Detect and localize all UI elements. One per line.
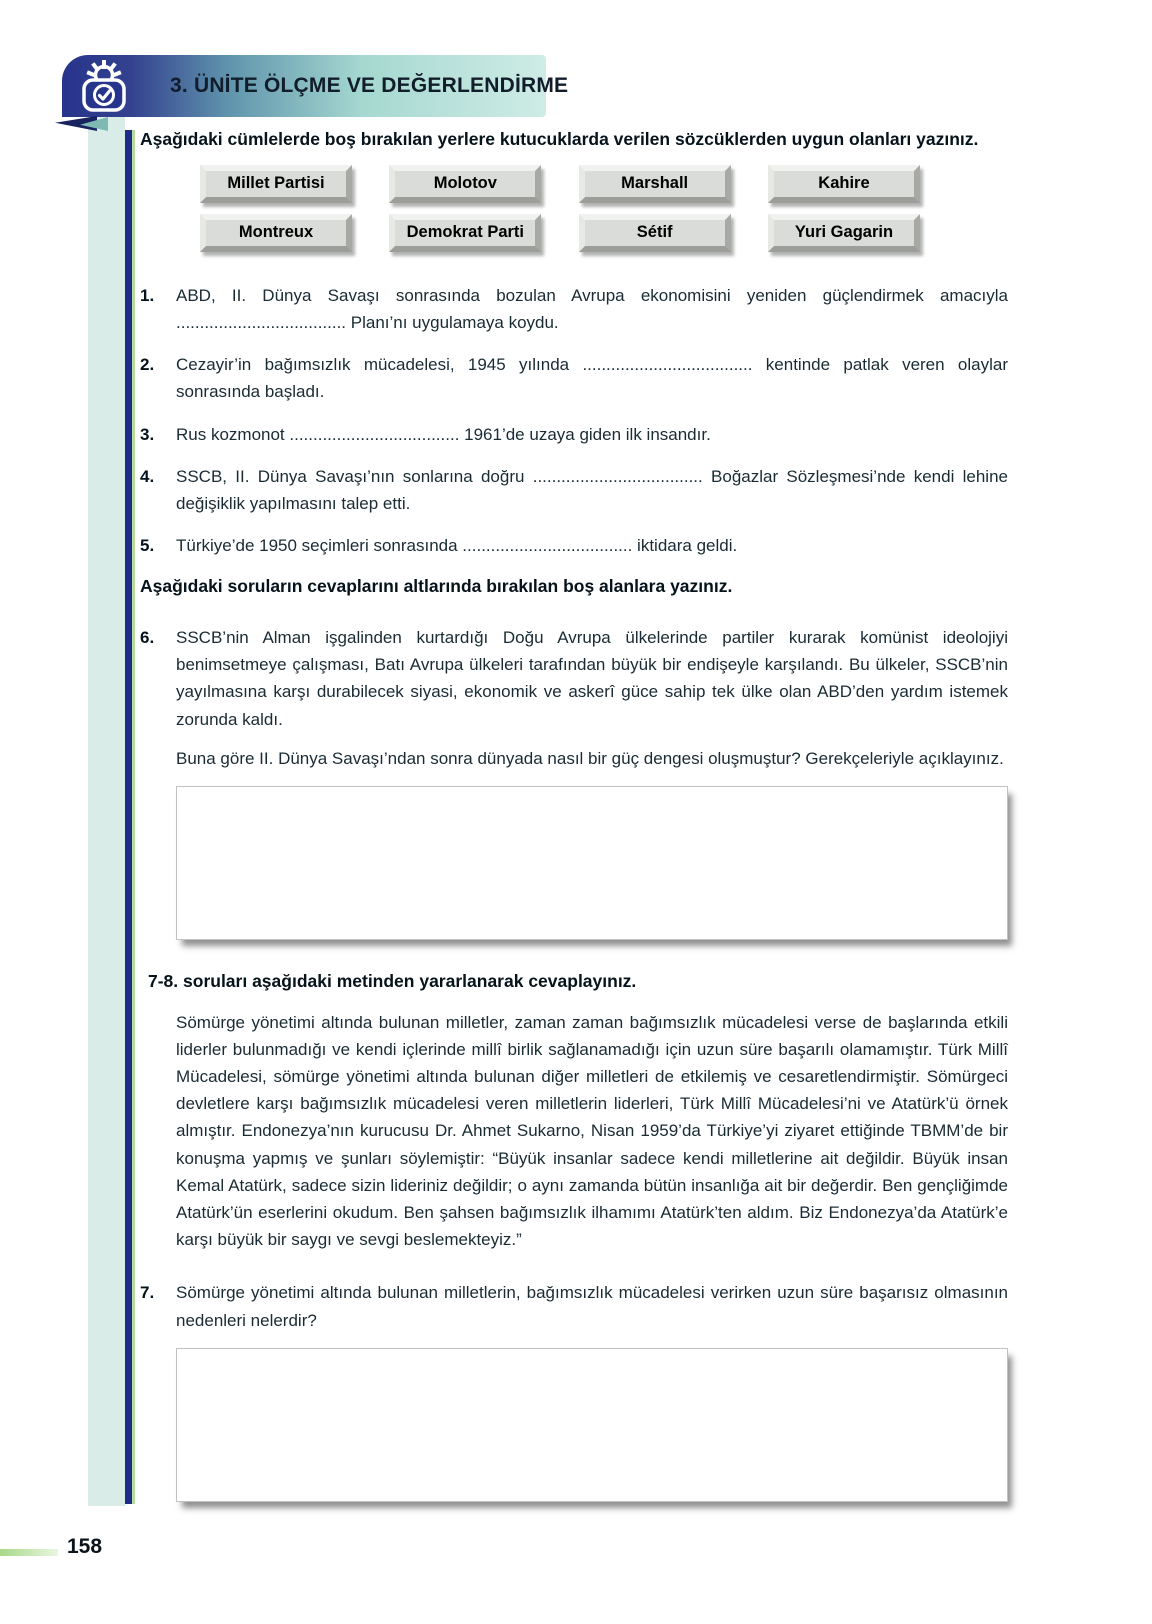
- footer-accent-line: [0, 1549, 58, 1556]
- question-6-prompt: Buna göre II. Dünya Savaşı’ndan sonra dünyada nasıl bir güç dengesi oluşmuştur? Gerekçeleriyle açıklayınız.: [176, 748, 1004, 768]
- word-bank-chip[interactable]: Yuri Gagarin: [768, 214, 920, 252]
- left-mint-band: [88, 92, 125, 1506]
- word-bank-chip[interactable]: Marshall: [579, 165, 731, 203]
- fill-blank-question: [140, 463, 1008, 517]
- question-number: 6.: [140, 628, 155, 647]
- question-text: ABD, II. Dünya Savaşı sonrasında bozulan Avrupa ekonomisini yeniden güçlendirmek amacıyla .................................... Planı’nı uygulamaya koydu.: [176, 285, 1008, 332]
- unit-header-banner: [62, 55, 569, 117]
- question-text: Türkiye’de 1950 seçimleri sonrasında .................................... iktidara geldi.: [176, 536, 738, 556]
- word-bank-chip[interactable]: Kahire: [768, 165, 920, 203]
- question-number: 4.: [140, 466, 155, 486]
- word-bank-chip[interactable]: Sétif: [579, 214, 731, 252]
- question-number: 7.: [140, 1283, 155, 1303]
- word-bank-chip[interactable]: Millet Partisi: [200, 165, 352, 203]
- question-number: 3.: [140, 424, 155, 444]
- passage-text: Sömürge yönetimi altında bulunan milletler, zaman zaman bağımsızlık mücadelesi verse de başlarında etkili liderler bulunmadığı ve kendi içlerinde millî birlik sağlanamadığı için uzun süre başarılı olamamıştır. Türk Millî Mücadelesi, sömürge yönetimi altında bulunan diğer milletleri de etkilemiş ve cesaretlendirmiştir. Sömürgeci devletlere karşı bağımsızlık mücadelesi veren milletlerin liderleri, Türk Millî Mücadelesi’ni ve Atatürk’ü örnek almıştır. Endonezya’nın kurucusu Dr. Ahmet Sukarno, Nisan 1959’da Türkiye’yi ziyaret ettiğinde TBMM’de bir konuşma yapmış ve şunları söylemiştir: “Büyük insanlar sadece kendi milletlerine ait değildir. Büyük insan Kemal Atatürk, sadece sizin lideriniz değildir; o aynı zamanda bütün insanlığa ait bir değerdir. Ben gençliğimde Atatürk’ün eserlerini okudum. Ben şahsen bağımsızlık ilhamımı Atatürk’ten aldım. Biz Endonezya’da Atatürk’e karşı büyük bir saygı ve sevgi beslemekteyiz.”: [176, 1012, 1008, 1250]
- question-text: Rus kozmonot .................................... 1961’de uzaya giden ilk insandır.: [176, 424, 711, 444]
- word-bank-chip[interactable]: Montreux: [200, 214, 352, 252]
- question-7-text: Sömürge yönetimi altında bulunan milletlerin, bağımsızlık mücadelesi verirken uzun süre başarısız olmasının nedenleri nelerdir?: [176, 1283, 1008, 1330]
- question-number: 1.: [140, 285, 155, 305]
- unit-title: 3. ÜNİTE ÖLÇME VE DEĞERLENDİRME: [170, 74, 569, 97]
- question-6: [140, 624, 1008, 940]
- worksheet-content: [140, 128, 1008, 1502]
- passage-instruction: 7-8. soruları aşağıdaki metinden yararlanarak cevaplayınız.: [148, 970, 637, 991]
- question-number: 2.: [140, 355, 155, 375]
- word-bank-chip[interactable]: Demokrat Parti: [389, 214, 541, 252]
- left-navy-rule: [125, 130, 132, 1504]
- open-answer-instruction: Aşağıdaki soruların cevaplarını altlarında bırakılan boş alanlara yazınız.: [140, 576, 733, 597]
- question-7-answer-box[interactable]: [176, 1348, 1008, 1502]
- question-7: [140, 1279, 1008, 1501]
- question-text: Cezayir’in bağımsızlık mücadelesi, 1945 yılında .................................... kentinde patlak veren olaylar sonrasında başladı.: [176, 355, 1008, 402]
- word-bank-chip[interactable]: Molotov: [389, 165, 541, 203]
- fill-blank-list: [140, 282, 1008, 560]
- question-6-answer-box[interactable]: [176, 786, 1008, 940]
- fill-blank-question: [140, 532, 1008, 559]
- fill-blank-question: [140, 351, 1008, 405]
- question-6-context: SSCB’nin Alman işgalinden kurtardığı Doğu Avrupa ülkelerinde partiler kurarak komünist ideolojiyi benimsetmeye çalışması, Batı Avrupa ülkeleri tarafından büyük bir endişeyle karşılandı. Bu ülkeler, SSCB’nin yayılmasına karşı durabilecek siyasi, ekonomik ve askerî güce sahip tek ülke olan ABD’den yardım istemek zorunda kaldı.: [176, 628, 1008, 729]
- fill-blank-instruction: Aşağıdaki cümlelerde boş bırakılan yerlere kutucuklarda verilen sözcüklerden uygun olanları yazınız.: [140, 129, 979, 149]
- question-number: 5.: [140, 536, 155, 556]
- question-7-body: [176, 1279, 1008, 1501]
- page-number: 158: [67, 1535, 103, 1558]
- word-bank: [200, 165, 920, 252]
- question-text: SSCB, II. Dünya Savaşı’nın sonlarına doğru .................................... Boğazlar Sözleşmesi’nde kendi lehine değişiklik yapılmasını talep etti.: [176, 466, 1008, 513]
- gear-check-badge-icon: [76, 59, 132, 113]
- fill-blank-question: [140, 421, 1008, 448]
- left-green-rule: [132, 130, 135, 1504]
- fill-blank-question: [140, 282, 1008, 336]
- question-6-body: [176, 624, 1008, 940]
